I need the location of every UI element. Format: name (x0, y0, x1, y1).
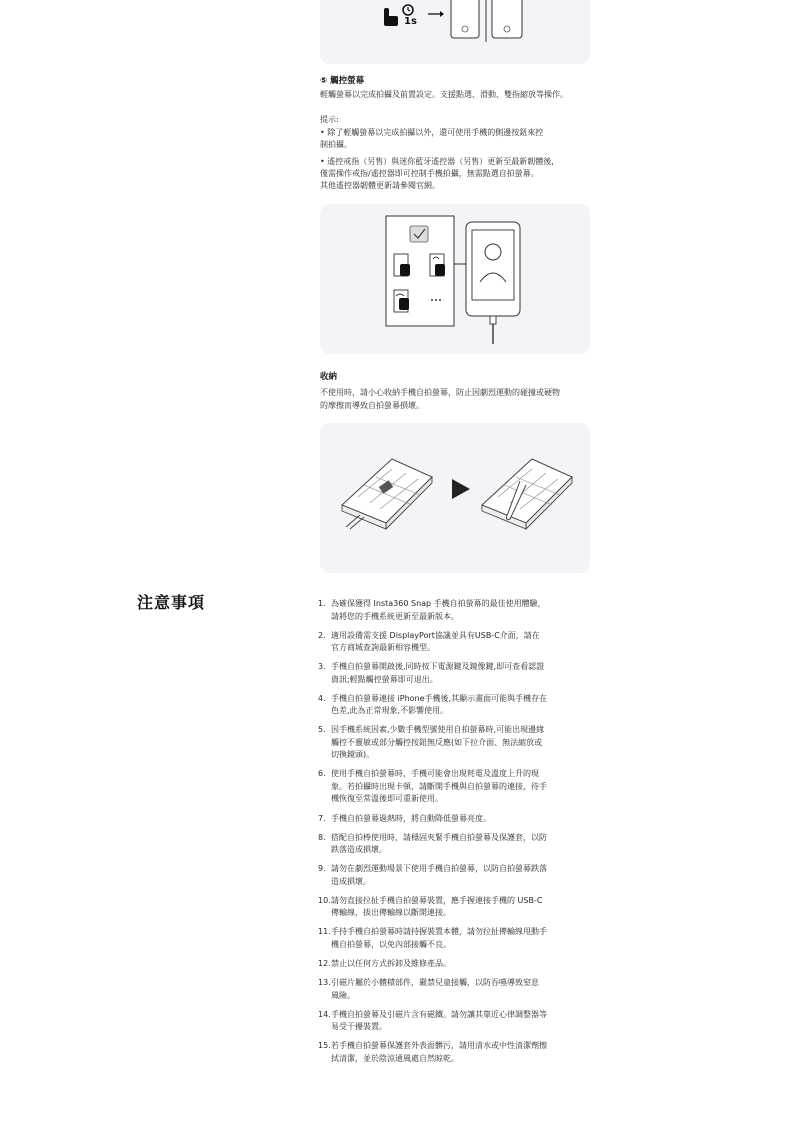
list-item-number: 12. (318, 959, 331, 969)
list-item (318, 1009, 588, 1034)
list-item-text: 因手機系統因素,少數手機型號使用自拍螢幕時,可能出現邊緣 觸控不靈敏或部分觸控按鈕無反應(如下拉介面、無法縮放或 切換鏡頭)。 (331, 725, 545, 760)
list-item (318, 832, 588, 857)
list-item (318, 895, 588, 920)
double-tap-gesture-icon (430, 254, 445, 276)
touch-gestures-illustration (320, 204, 590, 354)
list-item-number: 2. (318, 630, 326, 640)
more-dots-icon (431, 299, 441, 301)
device-case-right (482, 459, 572, 529)
list-item-number: 6. (318, 769, 326, 779)
tip-1-line-2: 制拍攝。 (320, 140, 352, 149)
list-item (318, 1040, 588, 1065)
list-item (318, 661, 588, 686)
device-case-left (342, 459, 432, 529)
time-label: 1s (404, 16, 417, 27)
list-item-number: 1. (318, 599, 326, 608)
list-item-text: 手機自拍螢幕過熱時，將自動降低螢幕亮度。 (331, 813, 491, 823)
list-item-text: 手機自拍螢幕連接 iPhone手機後,其顯示畫面可能與手機存在 色差,此為正常現象,不影響使用。 (331, 693, 548, 716)
swipe-gesture-icon (394, 290, 409, 312)
list-item (318, 724, 588, 762)
list-item-number: 3. (318, 662, 326, 672)
long-press-illustration (320, 0, 590, 64)
list-item-text: 請勿在劇烈運動場景下使用手機自拍螢幕，以防自拍螢幕跌落 造成損壞。 (331, 864, 547, 886)
storage-illustration (320, 423, 590, 573)
list-item (318, 958, 588, 971)
storage-description-line-2: 的摩擦而導致自拍螢幕損壞。 (320, 401, 424, 410)
storage-heading: 收納 (320, 372, 338, 382)
tip-2-line-3: 其他遙控器韌體更新請參閱官網。 (320, 181, 440, 190)
list-item (318, 630, 588, 655)
tip-2-line-2: 僅需操作戒指/遙控器即可控制手機拍攝，無需點選自拍螢幕。 (320, 169, 539, 178)
tap-gesture-icon (394, 254, 410, 276)
list-item (318, 693, 588, 718)
hand-press-icon (384, 8, 398, 26)
list-item-text: 適用設備需支援 DisplayPort協議並具有USB-C介面，請在 官方商城查詢最新相容機型。 (331, 630, 540, 653)
list-item (318, 768, 588, 806)
check-box-icon (410, 226, 428, 242)
tip-2-line-1: • 遙控戒指（另售）與迷你藍牙遙控器（另售）更新至最新韌體後， (320, 157, 560, 166)
list-item-number: 8. (318, 832, 326, 842)
list-item-text: 禁止以任何方式拆卸及維修產品。 (331, 959, 451, 969)
notes-title: 注意事項 (137, 593, 206, 612)
list-item-text: 手機自拍螢幕開啟後,同時按下電源鍵及鏡像鍵,即可查看認證 資訊;輕點觸控螢幕即可退出。 (331, 662, 545, 684)
list-item-text: 為確保獲得 Insta360 Snap 手機自拍螢幕的最佳使用體驗， 請將您的手機系統更新至最新版本。 (331, 599, 546, 621)
list-item (318, 863, 588, 888)
storage-description-line-1: 不使用時，請小心收納手機自拍螢幕，防止因劇烈運動的碰撞或硬物 (320, 388, 560, 397)
touch-screen-description: 輕觸螢幕以完成拍攝及前置設定。支援點選、滑動、雙指縮放等操作。 (320, 90, 568, 99)
list-item-text: 使用手機自拍螢幕時，手機可能會出現耗電及溫度上升的現 象。若拍攝時出現卡頓，請斷開手機與自拍螢幕的連接，待手 機恢復至常溫後即可重新使用。 (331, 769, 547, 804)
list-item-text: 手持手機自拍螢幕時請持握裝置本體，請勿拉扯傳輸線甩動手 機自拍螢幕，以免內部接觸不良。 (331, 927, 547, 949)
list-item (318, 977, 588, 1002)
list-item-text: 手機自拍螢幕及引磁片含有磁鐵。請勿讓其靠近心律調整器等 易受干擾裝置。 (331, 1009, 547, 1032)
list-item-text: 搭配自拍棒使用時，請穩固夾緊手機自拍螢幕及保護套，以防 跌落造成損壞。 (331, 832, 547, 855)
list-item (318, 813, 588, 826)
list-item-number: 10. (318, 895, 331, 905)
list-item-number: 13. (318, 978, 331, 988)
play-arrow-icon (452, 479, 470, 499)
list-item-number: 4. (318, 693, 326, 703)
list-item-text: 若手機自拍螢幕保護套外表面髒污，請用清水或中性清潔劑擦 拭清潔，並於陰涼通風處自然晾乾。 (331, 1041, 547, 1063)
notes-list (318, 598, 588, 1072)
tip-1-line-1: • 除了輕觸螢幕以完成拍攝以外，還可使用手機的側邊按鈕來控 (320, 128, 544, 137)
list-item-number: 7. (318, 813, 326, 823)
list-item-number: 9. (318, 864, 326, 874)
tips-label: 提示: (320, 115, 339, 124)
list-item-number: 15. (318, 1041, 331, 1051)
list-item-text: 請勿直接拉扯手機自拍螢幕裝置，應手握連接手機的 USB-C 傳輸線，拔出傳輸線以斷開連接。 (331, 895, 543, 918)
list-item (318, 926, 588, 951)
list-item-number: 14. (318, 1009, 331, 1019)
list-item (318, 598, 588, 623)
list-item-number: 5. (318, 725, 326, 735)
list-item-text: 引磁片屬於小體積部件，嚴禁兒童接觸，以防吞嚥導致窒息 風險。 (331, 978, 539, 1000)
list-item-number: 11. (318, 927, 331, 937)
arrow-right-icon (428, 11, 444, 17)
clock-icon (403, 5, 413, 15)
touch-screen-heading: ⑤ 觸控螢幕 (320, 76, 365, 86)
